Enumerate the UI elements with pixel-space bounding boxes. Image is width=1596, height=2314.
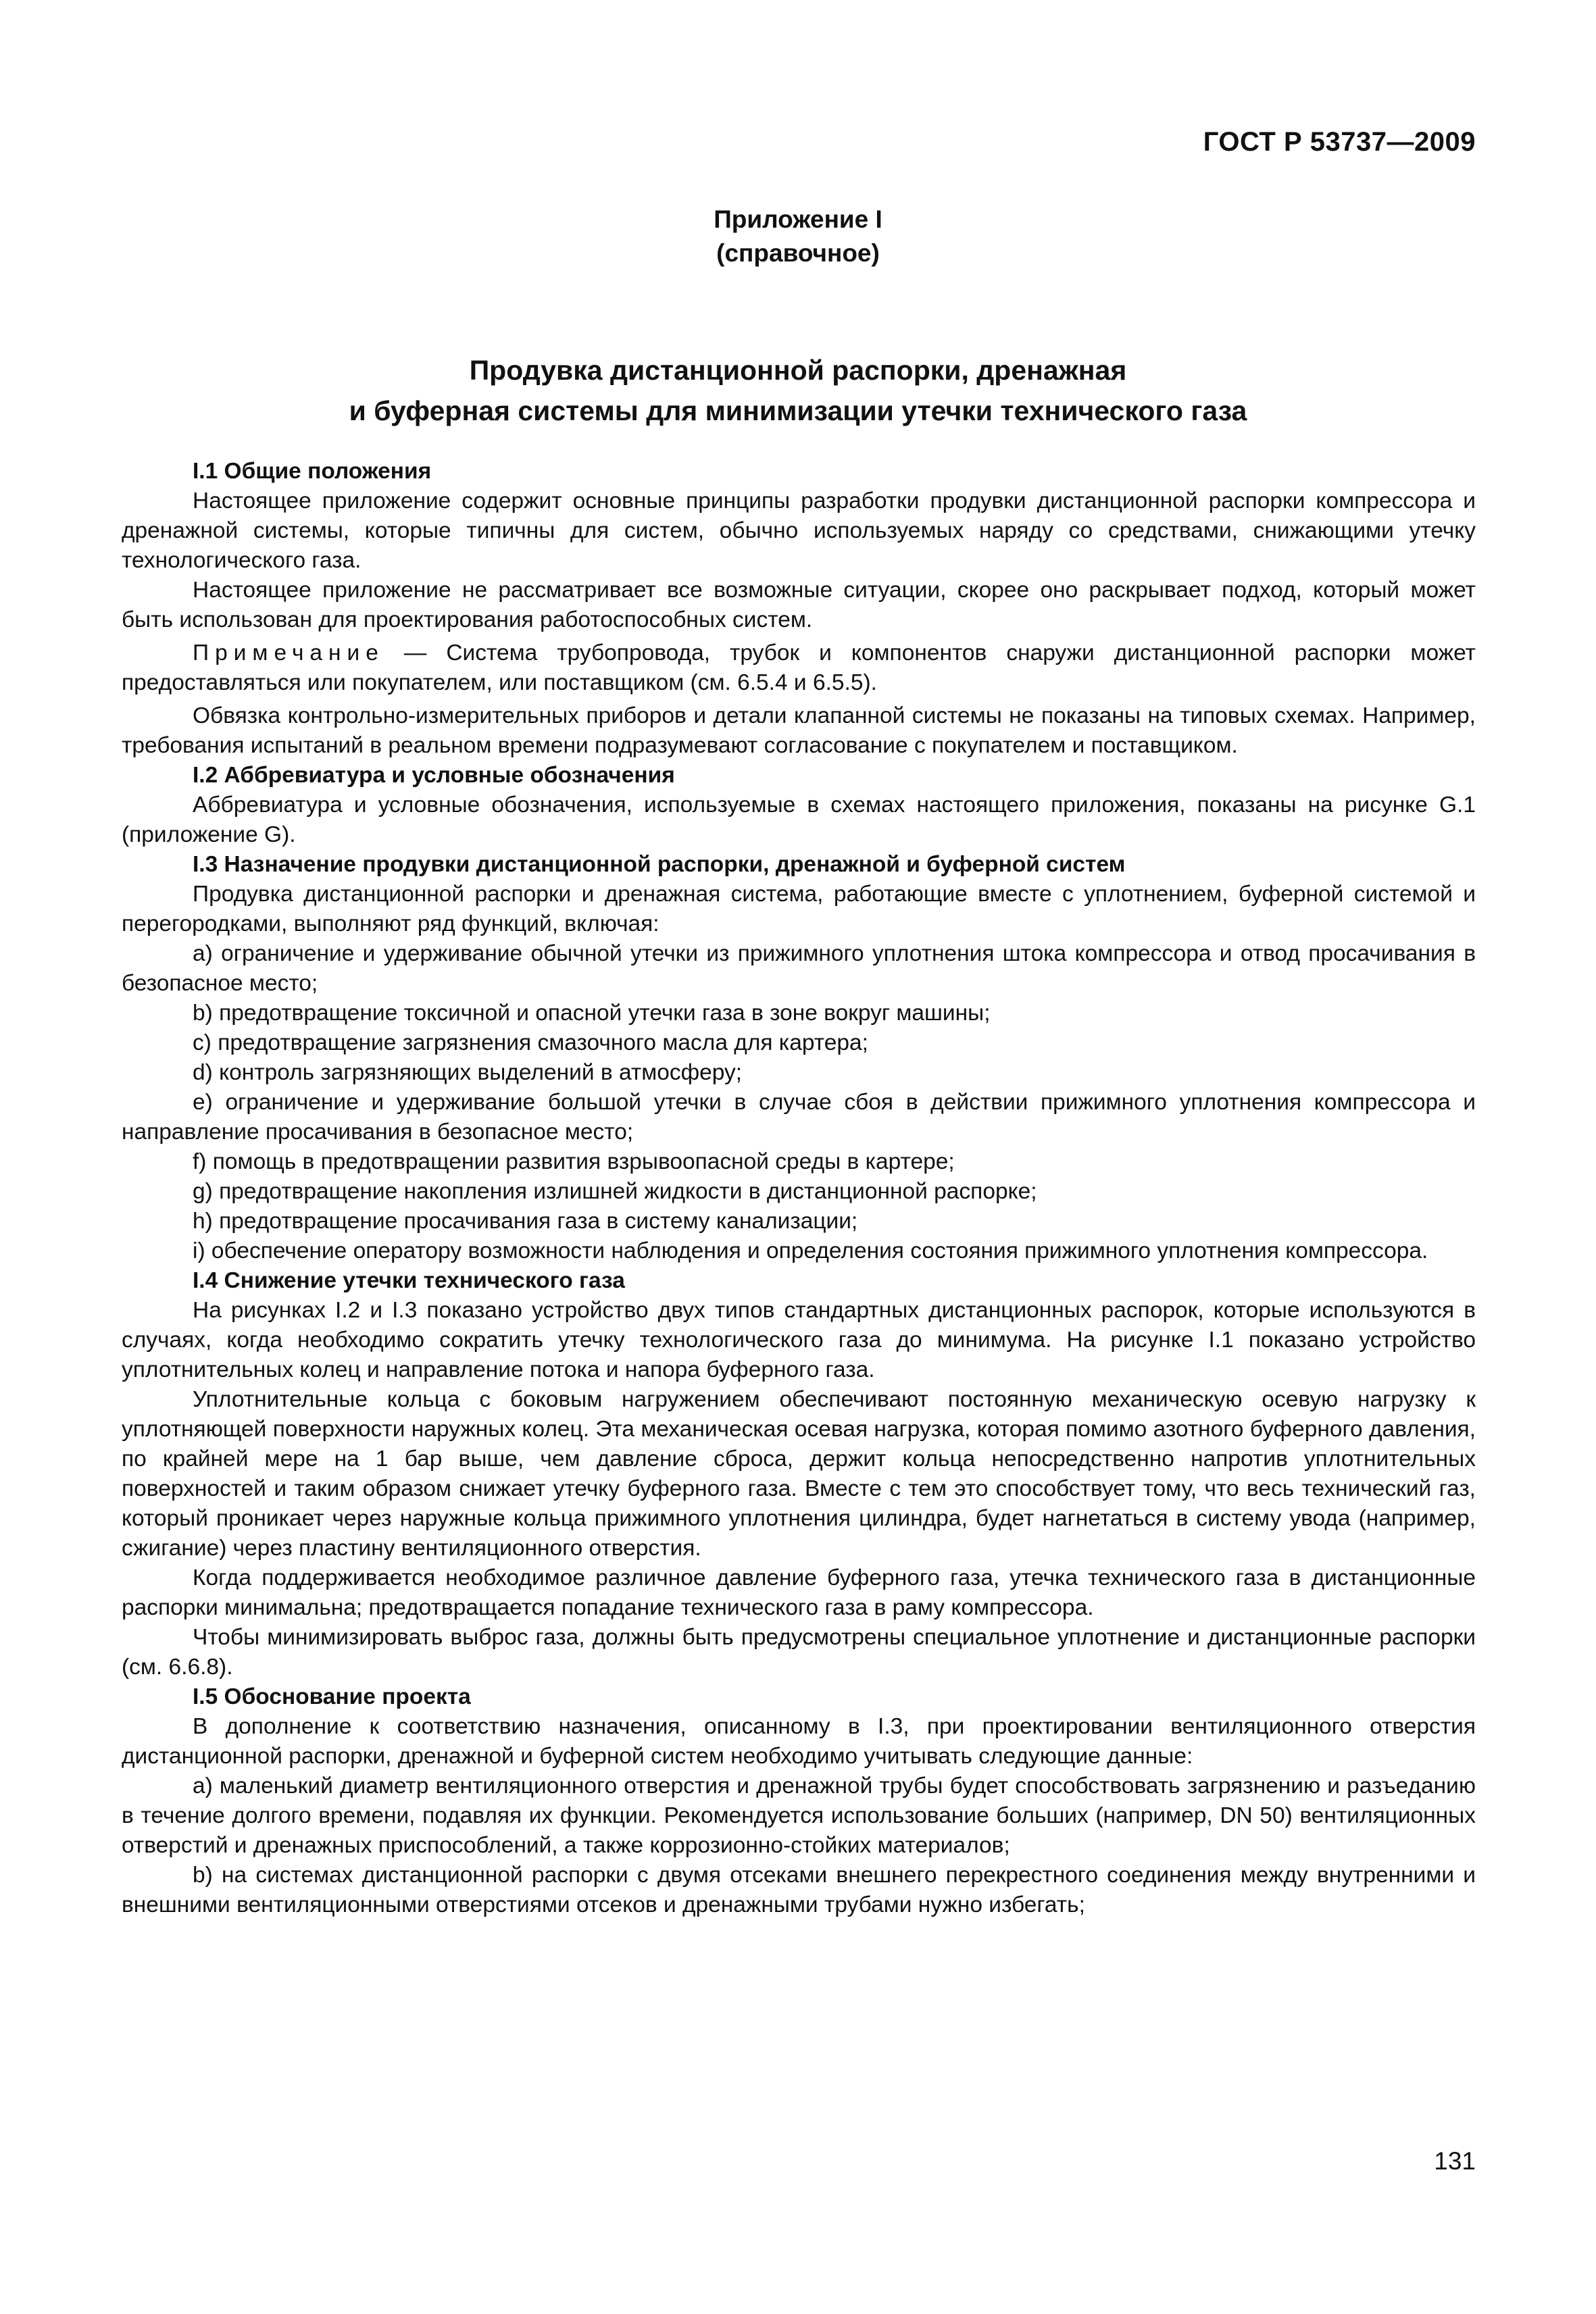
paragraph: Уплотнительные кольца с боковым нагружением обеспечивают постоянную механическую осевую нагрузку к уплотняющей поверхности наружных колец. Эта механическая осевая нагрузка, которая помимо азотного буферного давления, по крайней мере на 1 бар выше, чем давление сброса, держит кольца непосредственно напротив уплотнительных поверхностей и таким образом снижает утечку буферного газа. Вместе с тем это способствует тому, что весь технический газ, который проникает через наружные кольца прижимного уплотнения цилиндра, будет нагнетаться в систему увода (например, сжигание) через пластину вентиляционного отверстия. (122, 1387, 1476, 1561)
section-heading-i1: I.1 Общие положения (193, 459, 432, 484)
paragraph: Продувка дистанционной распорки и дренажная система, работающие вместе с уплотнением, буферной системой и перегородками, выполняют ряд функций, включая: (122, 882, 1476, 936)
section-heading-i4: I.4 Снижение утечки технического газа (193, 1268, 625, 1293)
paragraph: Когда поддерживается необходимое различное давление буферного газа, утечка технического газа в дистанционные распорки минимальна; предотвращается попадание технического газа в раму компрессора. (122, 1565, 1476, 1620)
note-text: — Система трубопровода, трубок и компонентов снаружи дистанционной распорки может предоставляться или покупателем, или поставщиком (см. 6.5.4 и 6.5.5). (122, 640, 1476, 695)
paragraph: Чтобы минимизировать выброс газа, должны быть предусмотрены специальное уплотнение и дистанционные распорки (см. 6.6.8). (122, 1625, 1476, 1680)
list-item: h) предотвращение просачивания газа в систему канализации; (193, 1209, 858, 1234)
page-number: 131 (1434, 2147, 1476, 2175)
paragraph: Настоящее приложение не рассматривает все возможные ситуации, скорее оно раскрывает подход, который может быть использован для проектирования работоспособных систем. (122, 578, 1476, 632)
section-heading-i3: I.3 Назначение продувки дистанционной распорки, дренажной и буферной систем (193, 852, 1126, 877)
list-item: i) обеспечение оператору возможности наблюдения и определения состояния прижимного уплотнения компрессора. (193, 1238, 1428, 1263)
list-item: f) помощь в предотвращении развития взрывоопасной среды в картере; (193, 1149, 955, 1174)
list-item: e) ограничение и удерживание большой утечки в случае сбоя в действии прижимного уплотнения компрессора и направление просачивания в безопасное место; (122, 1090, 1476, 1145)
paragraph: В дополнение к соответствию назначения, описанному в I.3, при проектировании вентиляционного отверстия дистанционной распорки, дренажной и буферной систем необходимо учитывать следующие данные: (122, 1714, 1476, 1769)
list-item: b) предотвращение токсичной и опасной утечки газа в зоне вокруг машины; (193, 1001, 991, 1026)
list-item: d) контроль загрязняющих выделений в атмосферу; (193, 1060, 743, 1085)
title-line-2: и буферная системы для минимизации утечки технического газа (349, 395, 1247, 426)
list-item: c) предотвращение загрязнения смазочного масла для картера; (193, 1030, 868, 1055)
section-heading-i5: I.5 Обоснование проекта (193, 1684, 471, 1709)
list-item: a) маленький диаметр вентиляционного отверстия и дренажной трубы будет способствовать загрязнению и разъеданию в течение долгого времени, подавляя их функции. Рекомендуется использование больших (например, DN 50) вентиляционных отверстий и дренажных приспособлений, а также коррозионно-стойких материалов; (122, 1774, 1476, 1858)
section-heading-i2: I.2 Аббревиатура и условные обозначения (193, 763, 675, 788)
list-item: b) на системах дистанционной распорки с двумя отсеками внешнего перекрестного соединения между внутренними и внешними вентиляционными отверстиями отсеков и дренажными трубами нужно избегать; (122, 1863, 1476, 1917)
list-item: g) предотвращение накопления излишней жидкости в дистанционной распорке; (193, 1179, 1037, 1204)
note-lead: Примечание (193, 640, 384, 665)
document-body (122, 457, 1476, 1920)
annex-heading (0, 203, 1596, 270)
note (122, 638, 1476, 698)
list-item: a) ограничение и удерживание обычной утечки из прижимного уплотнения штока компрессора и отвод просачивания в безопасное место; (122, 941, 1476, 996)
document-title (0, 350, 1596, 431)
annex-label: Приложение I (714, 205, 882, 233)
paragraph: Аббревиатура и условные обозначения, используемые в схемах настоящего приложения, показаны на рисунке G.1 (приложение G). (122, 793, 1476, 847)
paragraph: Настоящее приложение содержит основные принципы разработки продувки дистанционной распорки компрессора и дренажной системы, которые типичны для систем, обычно используемых наряду со средствами, снижающими утечку технологического газа. (122, 488, 1476, 573)
annex-status: (справочное) (716, 239, 880, 267)
standard-number: ГОСТ Р 53737—2009 (1203, 127, 1476, 157)
paragraph: Обвязка контрольно-измерительных приборов и детали клапанной системы не показаны на типовых схемах. Например, требования испытаний в реальном времени подразумевают согласование с покупателем и поставщиком. (122, 703, 1476, 758)
title-line-1: Продувка дистанционной распорки, дренажная (469, 355, 1127, 386)
paragraph: На рисунках I.2 и I.3 показано устройство двух типов стандартных дистанционных распорок, которые используются в случаях, когда необходимо сократить утечку технологического газа до минимума. На рисунке I.1 показано устройство уплотнительных колец и направление потока и напора буферного газа. (122, 1298, 1476, 1382)
